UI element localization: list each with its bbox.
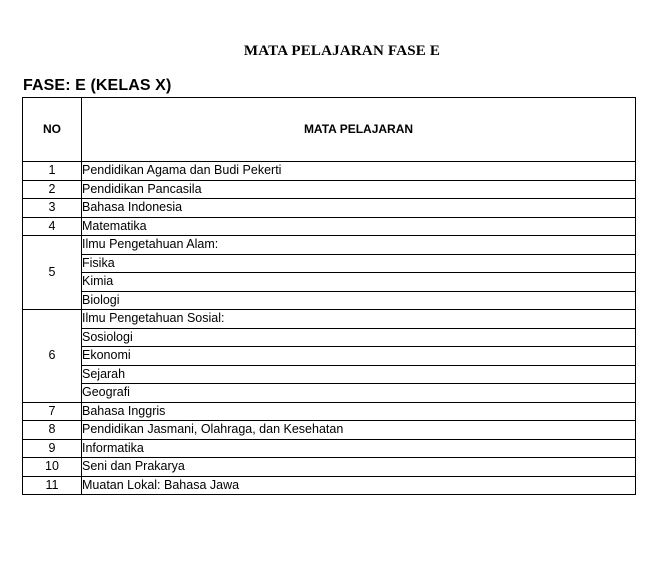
table-row [23, 273, 636, 292]
row-number: 9 [23, 439, 82, 458]
table-row [23, 236, 636, 255]
subject-name: Muatan Lokal: Bahasa Jawa [82, 476, 636, 495]
subject-name: Pendidikan Pancasila [82, 180, 636, 199]
row-number: 11 [23, 476, 82, 495]
row-number: 3 [23, 199, 82, 218]
subject-name: Seni dan Prakarya [82, 458, 636, 477]
table-row [23, 180, 636, 199]
subject-name: Informatika [82, 439, 636, 458]
row-number: 5 [23, 236, 82, 310]
subject-name: Ilmu Pengetahuan Sosial: [82, 310, 636, 329]
subject-name: Sosiologi [82, 328, 636, 347]
table-row [23, 421, 636, 440]
table-row [23, 310, 636, 329]
table-row [23, 384, 636, 403]
subject-name: Matematika [82, 217, 636, 236]
subject-name: Bahasa Inggris [82, 402, 636, 421]
table-row [23, 439, 636, 458]
subject-name: Geografi [82, 384, 636, 403]
subject-name: Kimia [82, 273, 636, 292]
table-row [23, 347, 636, 366]
subjects-table [22, 97, 636, 495]
table-row [23, 365, 636, 384]
header-subject: MATA PELAJARAN [82, 98, 636, 162]
subjects-body [23, 162, 636, 495]
document-title: MATA PELAJARAN FASE E [243, 43, 441, 59]
row-number: 7 [23, 402, 82, 421]
table-header-row [23, 98, 636, 162]
row-number: 10 [23, 458, 82, 477]
subject-name: Bahasa Indonesia [82, 199, 636, 218]
table-row [23, 402, 636, 421]
table-row [23, 328, 636, 347]
subject-name: Ilmu Pengetahuan Alam: [82, 236, 636, 255]
row-number: 4 [23, 217, 82, 236]
header-no: NO [23, 98, 82, 162]
row-number: 6 [23, 310, 82, 403]
row-number: 8 [23, 421, 82, 440]
table-row [23, 291, 636, 310]
subject-name: Biologi [82, 291, 636, 310]
table-row [23, 254, 636, 273]
table-row [23, 458, 636, 477]
row-number: 2 [23, 180, 82, 199]
subject-name: Fisika [82, 254, 636, 273]
table-row [23, 199, 636, 218]
subject-name: Pendidikan Agama dan Budi Pekerti [82, 162, 636, 181]
subject-name: Sejarah [82, 365, 636, 384]
phase-heading: FASE: E (KELAS X) [23, 77, 172, 94]
table-row [23, 476, 636, 495]
table-row [23, 162, 636, 181]
row-number: 1 [23, 162, 82, 181]
table-row [23, 217, 636, 236]
subject-name: Pendidikan Jasmani, Olahraga, dan Kesehatan [82, 421, 636, 440]
subject-name: Ekonomi [82, 347, 636, 366]
